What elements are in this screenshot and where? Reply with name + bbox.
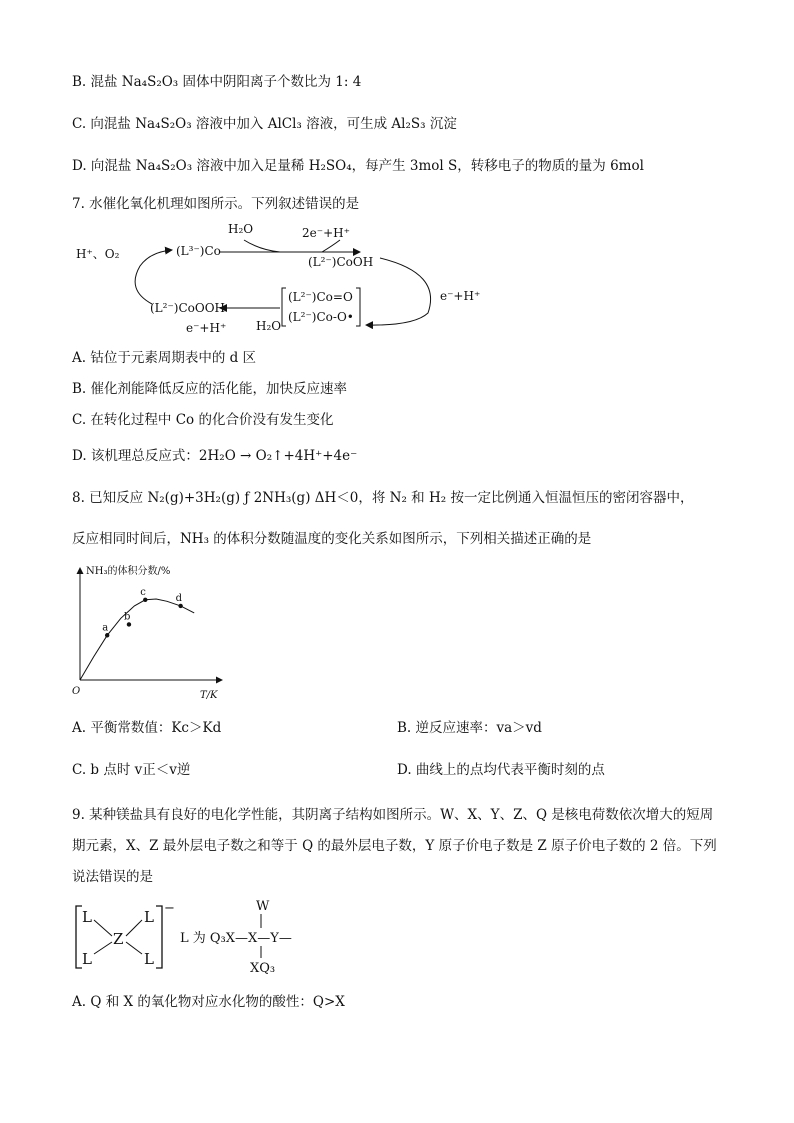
q9-anion-structure (66, 892, 336, 976)
q7-option-c: C. 在转化过程中 Co 的化合价没有发生变化 (72, 412, 334, 428)
q6-option-c: C. 向混盐 Na₄S₂O₃ 溶液中加入 AlCl₃ 溶液，可生成 Al₂S₃ 沉淀 (72, 116, 457, 132)
q9-stem: 9. 某种镁盐具有良好的电化学性能，其阴离子结构如图所示。W、X、Y、Z、Q 是核电荷数依次增大的短周期元素，X、Z 最外层电子数之和等于 Q 的最外层电子数，Y 原子价电子数是 Z 原子价电子数的 2 倍。下列说法错误的是 (72, 807, 717, 885)
x-axis-label: T/K (200, 690, 218, 701)
arrow-top-branch (244, 240, 340, 252)
q7-stem: 7. 水催化氧化机理如图所示。下列叙述错误的是 (72, 196, 360, 212)
q9-option-a: A. Q 和 X 的氧化物对应水化物的酸性：Q>X (72, 994, 345, 1010)
bracket-right (156, 906, 162, 968)
l2cooh-label: (L²⁻)CoOOH (150, 301, 226, 315)
bracket-right (356, 288, 360, 326)
point-label-d: d (175, 592, 183, 604)
coo-radical-label: (L²⁻)Co-O• (288, 310, 354, 324)
point-label-b: b (123, 611, 131, 623)
origin-label: O (72, 686, 81, 697)
q7-option-d: D. 该机理总反应式：2H₂O → O₂↑+4H⁺+4e⁻ (72, 448, 358, 464)
e-top-label: 2e⁻+H⁺ (302, 226, 350, 240)
ligand-top-right: L (144, 908, 154, 926)
ligand-bottom-right: L (144, 950, 154, 968)
l2coh-label: (L²⁻)CoOH (308, 255, 374, 269)
q8-option-d: D. 曲线上的点均代表平衡时刻的点 (397, 762, 605, 778)
q6-option-d: D. 向混盐 Na₄S₂O₃ 溶液中加入足量稀 H₂SO₄，每产生 3mol S，转移电子的物质的量为 6mol (72, 158, 644, 174)
q8-stem-line2: 反应相同时间后，NH₃ 的体积分数随温度的变化关系如图所示，下列相关描述正确的是 (72, 531, 592, 547)
bracket-left (282, 288, 286, 326)
coo-double-label: (L²⁻)Co=O (288, 290, 353, 304)
point-a (105, 633, 109, 637)
y-axis-label: NH₃的体积分数/% (86, 566, 171, 577)
ligand-bottom-left: L (82, 950, 92, 968)
point-label-a: a (102, 622, 109, 634)
l3co-label: (L³⁻)Co (176, 244, 221, 258)
e-right-label: e⁻+H⁺ (440, 289, 481, 303)
ligand-top-left: L (82, 908, 92, 926)
h2o-bottom-label: H₂O (256, 319, 282, 333)
h-o2-label: H⁺、O₂ (76, 247, 120, 261)
q8-stem-line1: 8. 已知反应 N₂(g)+3H₂(g) ƒ 2NH₃(g) ΔH＜0，将 N₂ 和 H₂ 按一定比例通入恒温恒压的密闭容器中， (72, 490, 694, 506)
q8-option-a: A. 平衡常数值：Kc＞Kd (72, 720, 222, 736)
q6-option-b: B. 混盐 Na₄S₂O₃ 固体中阴阳离子个数比为 1: 4 (72, 74, 362, 90)
point-c (143, 598, 147, 602)
point-label-c: c (140, 586, 146, 598)
point-d (178, 604, 182, 608)
h2o-top-label: H₂O (228, 222, 254, 236)
atom-w: W (256, 899, 270, 914)
q8-option-c: C. b 点时 v正＜v逆 (72, 762, 191, 778)
charge-minus: − (164, 901, 175, 916)
q7-option-b: B. 催化剂能降低反应的活化能，加快反应速率 (72, 381, 348, 397)
arrow-right-curve (366, 258, 431, 325)
q7-mechanism-diagram (60, 218, 500, 343)
q7-option-a: A. 钴位于元素周期表中的 d 区 (72, 350, 257, 366)
group-xq3: XQ₃ (250, 961, 276, 976)
nh3-curve (80, 599, 194, 680)
ligand-definition: L 为 Q₃X—X—Y— (180, 931, 292, 946)
q8-option-b: B. 逆反应速率：va＞vd (397, 720, 542, 736)
q8-nh3-chart (66, 560, 236, 705)
arrow-left-curve (135, 250, 172, 304)
point-b (127, 622, 131, 626)
e-bottom-label: e⁻+H⁺ (186, 321, 227, 335)
central-atom-z: Z (113, 930, 124, 948)
